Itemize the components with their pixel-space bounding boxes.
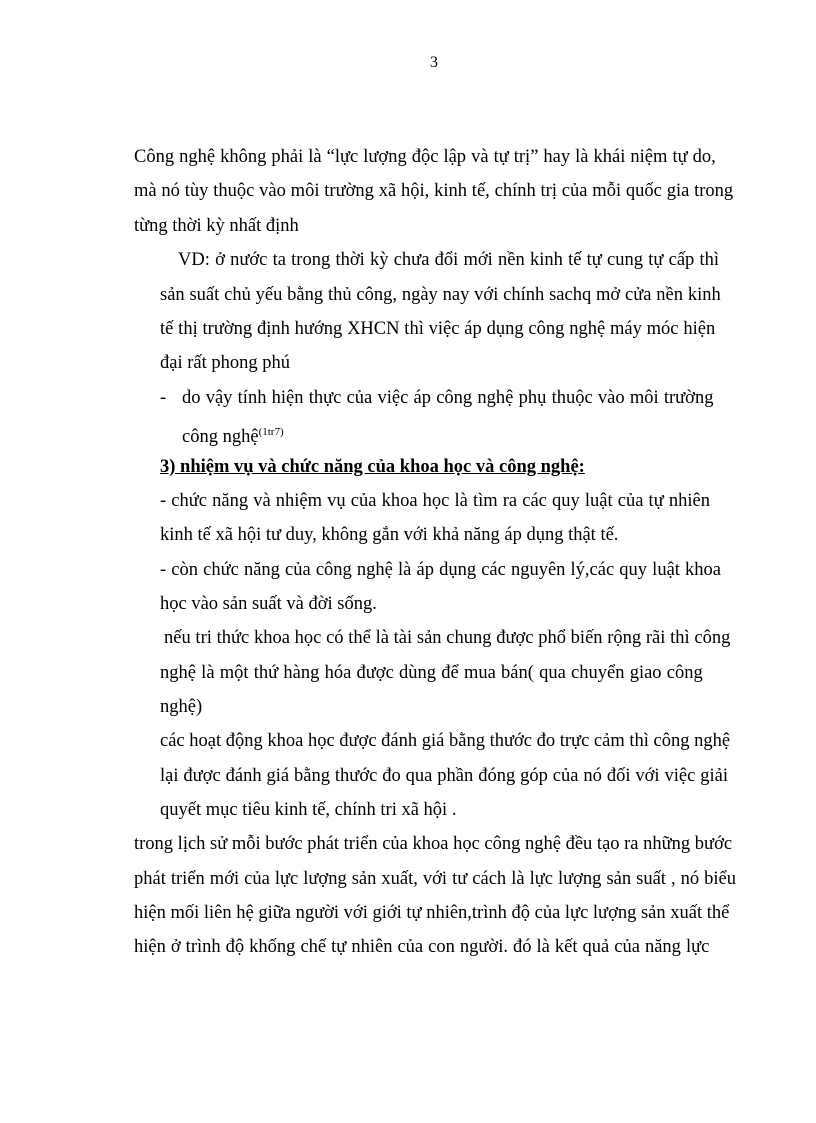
body-text: công nghệ (182, 427, 259, 447)
body-line: quyết mục tiêu kinh tế, chính tri xã hội . (160, 800, 457, 820)
body-line: mà nó tùy thuộc vào môi trường xã hội, kinh tế, chính trị của mỗi quốc gia trong (134, 181, 734, 201)
body-line: hiện ở trình độ khống chế tự nhiên của con người. đó là kết quả của năng lực (134, 937, 710, 957)
body-line: VD: ở nước ta trong thời kỳ chưa đổi mới nền kinh tế tự cung tự cấp thì (178, 250, 720, 270)
body-line: do vậy tính hiện thực của việc áp công nghệ phụ thuộc vào môi trường (182, 388, 714, 408)
body-line: trong lịch sử mỗi bước phát triển của khoa học công nghệ đều tạo ra những bước (134, 834, 733, 854)
body-line: - chức năng và nhiệm vụ của khoa học là tìm ra các quy luật của tự nhiên (160, 491, 710, 511)
body-line: sản suất chủ yếu bằng thủ công, ngày nay với chính sachq mở cửa nền kinh (160, 285, 721, 305)
body-line: học vào sản suất và đời sống. (160, 594, 377, 614)
body-line: nếu tri thức khoa học có thể là tài sản chung được phổ biến rộng rãi thì công (164, 628, 731, 648)
body-line: lại được đánh giá bằng thước đo qua phần đóng góp của nó đối với việc giải (160, 766, 728, 786)
body-line: - còn chức năng của công nghệ là áp dụng các nguyên lý,các quy luật khoa (160, 560, 722, 580)
body-line: các hoạt động khoa học được đánh giá bằng thước đo trực cảm thì công nghệ (160, 731, 731, 751)
page-number: 3 (430, 54, 438, 71)
body-line: tế thị trường định hướng XHCN thì việc áp dụng công nghệ máy móc hiện (160, 319, 716, 339)
section-heading: 3) nhiệm vụ và chức năng của khoa học và công nghệ: (160, 457, 585, 477)
body-line: kinh tế xã hội tư duy, không gắn với khả năng áp dụng thật tế. (160, 525, 619, 545)
bullet-dash: - (160, 388, 167, 408)
body-line: đại rất phong phú (160, 353, 290, 373)
body-line (182, 421, 284, 448)
body-line: phát triển mới của lực lượng sản xuất, với tư cách là lực lượng sản suất , nó biểu (134, 869, 736, 889)
body-line: nghệ là một thứ hàng hóa được dùng để mua bán( qua chuyển giao công (160, 663, 703, 683)
body-line: hiện mối liên hệ giữa người với giới tự nhiên,trình độ của lực lượng sản xuất thể (134, 903, 730, 923)
citation-superscript: (1tr7) (258, 426, 284, 438)
body-line: nghệ) (160, 697, 203, 717)
body-line: Công nghệ không phải là “lực lượng độc lập và tự trị” hay là khái niệm tự do, (134, 147, 716, 167)
body-line: từng thời kỳ nhất định (134, 216, 299, 236)
